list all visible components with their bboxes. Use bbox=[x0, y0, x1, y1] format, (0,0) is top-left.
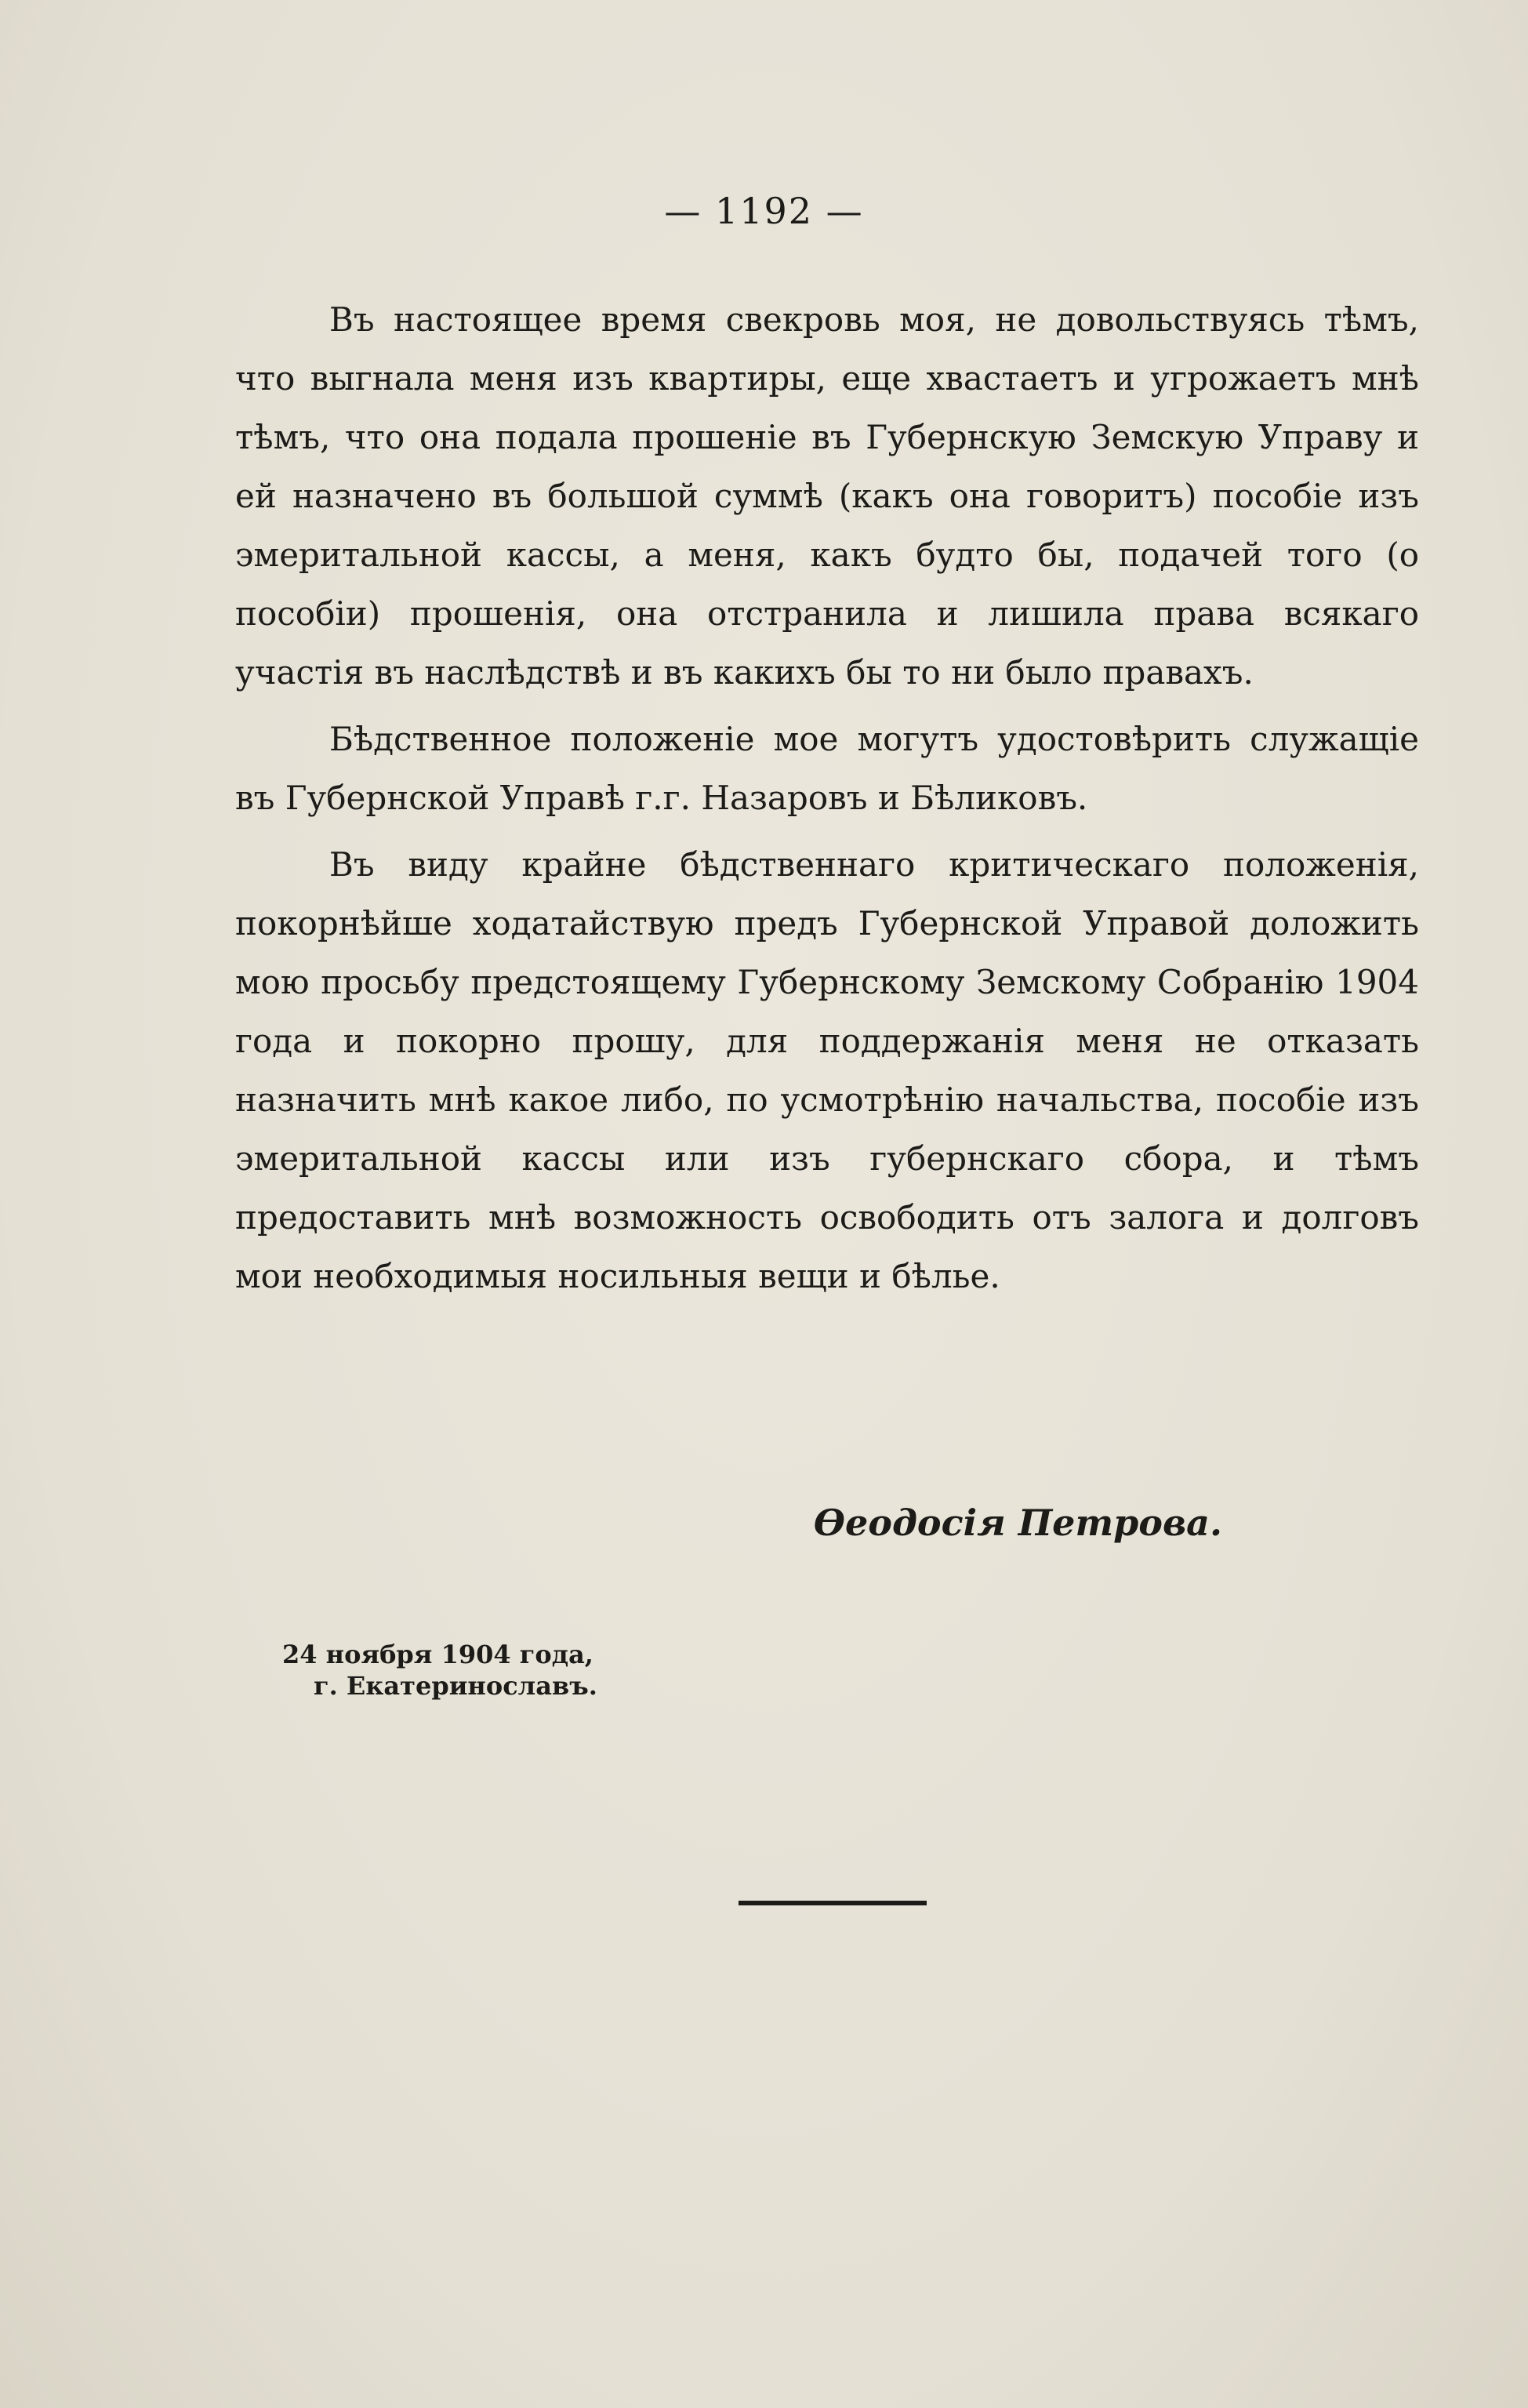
date-line: 24 ноября 1904 года, bbox=[282, 1640, 593, 1669]
page-number: — 1192 — bbox=[664, 190, 864, 232]
date-block bbox=[282, 1639, 597, 1702]
signature: Ѳеодосія Петрова. bbox=[813, 1502, 1222, 1544]
closing-rule bbox=[739, 1901, 927, 1905]
paragraph-3: Въ виду крайне бѣдственнаго критическаго положенія, покорнѣйше ходатайствую предъ Губернской Управой доложить мою просьбу предстоящему Губернскому Земскому Собранію 1904 года и покорно прошу, для поддержанія меня не отказать назначить мнѣ какое либо, по усмотрѣнію начальства, пособіе изъ эмеритальной кассы или изъ губернскаго сбора, и тѣмъ предоставить мнѣ возможность освободить отъ залога и долговъ мои необходимыя носильныя вещи и бѣлье. bbox=[235, 845, 1419, 1295]
body-text bbox=[235, 290, 1419, 1306]
paragraph-1: Въ настоящее время свекровь моя, не довольствуясь тѣмъ, что выгнала меня изъ квартиры, еще хвастаетъ и угрожаетъ мнѣ тѣмъ, что она подала прошеніе въ Губернскую Земскую Управу и ей назначено въ большой суммѣ (какъ она говоритъ) пособіе изъ эмеритальной кассы, а меня, какъ будто бы, подачей того (о пособіи) прошенія, она отстранила и лишила права всякаго участія въ наслѣдствѣ и въ какихъ бы то ни было правахъ. bbox=[235, 300, 1419, 692]
place-line: г. Екатеринославъ. bbox=[314, 1671, 597, 1701]
paragraph-2: Бѣдственное положеніе мое могутъ удостовѣрить служащіе въ Губернской Управѣ г.г. Назаровъ и Бѣликовъ. bbox=[235, 720, 1419, 817]
